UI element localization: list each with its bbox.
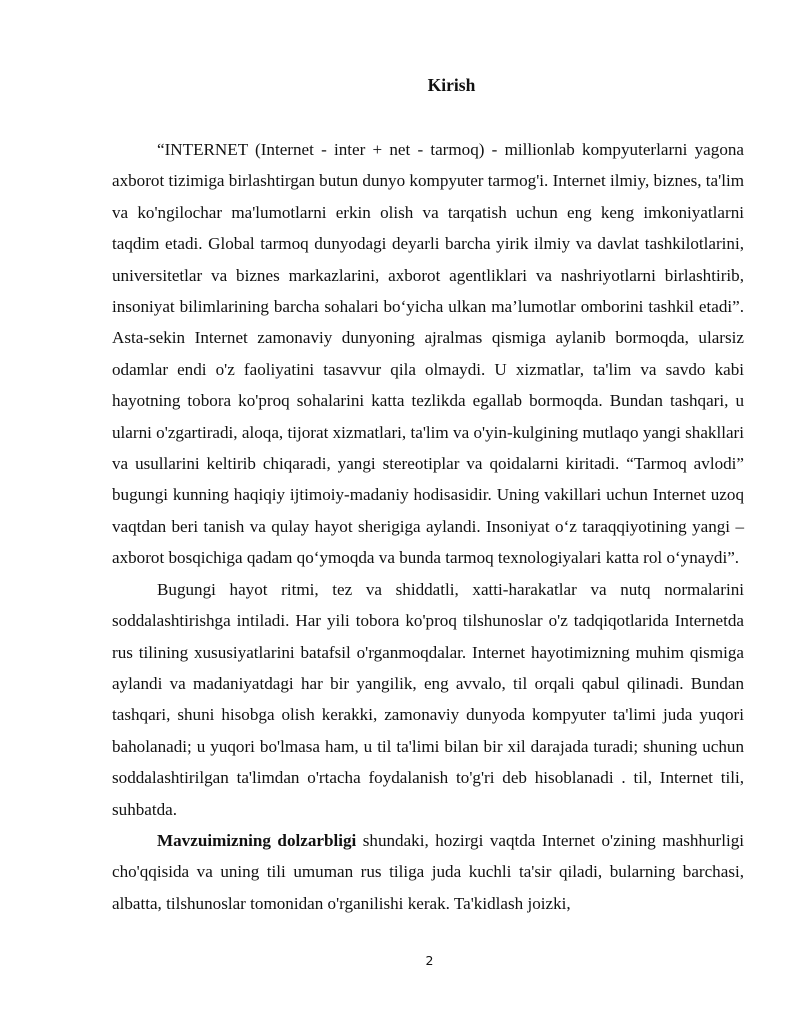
- body-text: [112, 134, 744, 919]
- section-title: Kirish: [427, 75, 476, 95]
- paragraph-2: [112, 574, 744, 825]
- paragraph-1: [112, 134, 744, 574]
- paragraph-3-text: shundaki, hozirgi vaqtda Internet o'zining mashhurligi cho'qqisida va uning tili umuman rus tiliga juda kuchli ta'sir qiladi, bularning barchasi, albatta, tilshunoslar tomonidan o'rganilishi kerak. Ta'kidlash joizki,: [112, 830, 744, 913]
- paragraph-1-text: “INTERNET (Internet - inter + net - tarmoq) - millionlab kompyuterlarni yagona axborot tizimiga birlashtirgan butun dunyo kompyuter tarmog'i. Internet ilmiy, biznes, ta'lim va ko'ngilochar ma'lumotlarni erkin olish va tarqatish uchun eng keng imkoniyatlarni taqdim etadi. Global tarmoq dunyodagi deyarli barcha yirik ilmiy va davlat tashkilotlarini, universitetlar va biznes markazlarini, axborot agentliklari va nashriyotlarni birlashtirib, insoniyat bilimlarining barcha sohalari bo‘yicha ulkan ma’lumotlar omborini tashkil etadi”. Asta-sekin Internet zamonaviy dunyoning ajralmas qismiga aylanib bormoqda, ularsiz odamlar endi o'z faoliyatini tasavvur qila olmaydi. U xizmatlar, ta'lim va savdo kabi hayotning tobora ko'proq sohalarini katta tezlikda egallab bormoqda. Bundan tashqari, u ularni o'zgartiradi, aloqa, tijorat xizmatlari, ta'lim va o'yin-kulgining mutlaqo yangi shakllari va usullarini keltirib chiqaradi, yangi stereotiplar va qoidalarni kiritadi. “Tarmoq avlodi” bugungi kunning haqiqiy ijtimoiy-madaniy hodisasidir. Uning vakillari uchun Internet uzoq vaqtdan beri tanish va qulay hayot sherigiga aylandi. Insoniyat o‘z taraqqiyotining yangi – axborot bosqichiga qadam qo‘ymoqda va bunda tarmoq texnologiyalari katta rol o‘ynaydi”.: [112, 140, 744, 568]
- paragraph-3: [112, 825, 744, 919]
- page-number: 2: [425, 953, 434, 968]
- paragraph-2-text: Bugungi hayot ritmi, tez va shiddatli, xatti-harakatlar va nutq normalarini soddalashtirishga intiladi. Har yili tobora ko'proq tilshunoslar o'z tadqiqotlarida Internetda rus tilining xususiyatlarini batafsil o'rganmoqdalar. Internet hayotimizning muhim qismiga aylandi va madaniyatdagi har bir yangilik, eng avvalo, til orqali qabul qilinadi. Bundan tashqari, shuni hisobga olish kerakki, zamonaviy dunyoda kompyuter ta'limi juda yuqori baholanadi; u yuqori bo'lmasa ham, u til ta'limi bilan bir xil darajada turadi; shuning uchun soddalashtirilgan ta'limdan o'rtacha foydalanish to'g'ri deb hisoblanadi . til, Internet tili, suhbatda.: [112, 579, 744, 819]
- paragraph-3-lead: Mavzuimizning dolzarbligi: [157, 830, 357, 850]
